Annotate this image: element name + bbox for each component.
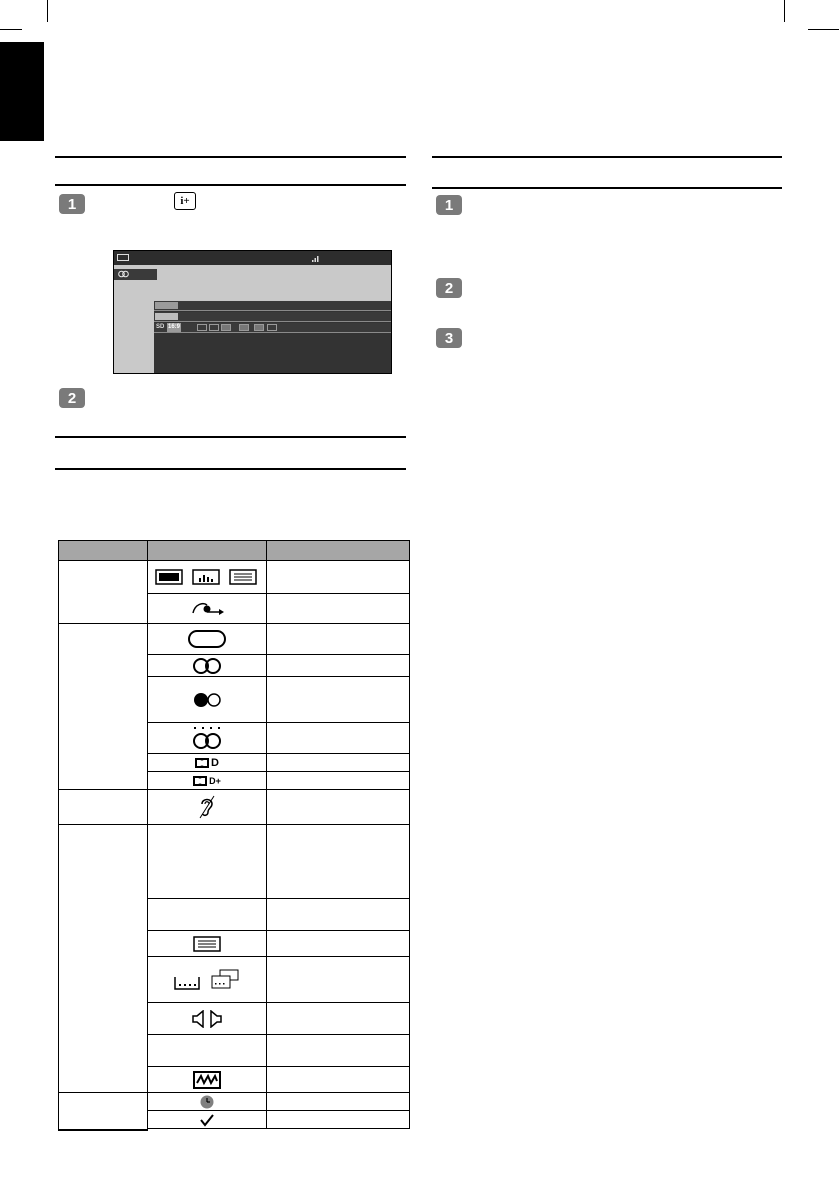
- step-badge-2: 2: [59, 388, 85, 408]
- info-banner-screenshot: [113, 250, 392, 374]
- tv-radio-text-mode-icons: [148, 561, 266, 593]
- status-slot: [221, 324, 231, 331]
- speaker-icon: [148, 1003, 266, 1034]
- dolby-dplus-label: D+: [209, 775, 221, 786]
- teletext-icon: [148, 931, 266, 956]
- aspect-ratio-label: 16:9: [168, 324, 181, 330]
- crop-mark-top-left: [47, 0, 48, 22]
- stereo-audio-indicator: [114, 269, 157, 280]
- table-header: [58, 540, 409, 560]
- osd-row-status: [154, 323, 392, 333]
- icon-reference-table: [58, 540, 410, 1130]
- info-plus-key-icon: i+: [174, 192, 196, 210]
- section-rule: [55, 468, 406, 470]
- checkmark-icon: [148, 1111, 266, 1128]
- section-rule: [55, 156, 406, 158]
- signal-strength-icon: [312, 254, 320, 262]
- banner-top-bar: [114, 251, 391, 265]
- dolby-digital-icon: [148, 754, 266, 771]
- speaker-icon: [209, 324, 219, 331]
- scrambled-icon: [148, 594, 266, 623]
- crop-mark-left: [0, 29, 22, 30]
- step-badge-3: 3: [436, 328, 462, 348]
- dual-mono-icon: [148, 677, 266, 722]
- dolby-digital-plus-icon: [148, 772, 266, 789]
- stereo-icon: [148, 655, 266, 676]
- subtitle-icons: [148, 957, 266, 1002]
- waveform-icon: [148, 1067, 266, 1092]
- step-badge-2: 2: [436, 278, 462, 298]
- step-badge-1: 1: [59, 194, 85, 214]
- section-rule: [55, 184, 406, 186]
- osd-row-2: [154, 312, 392, 322]
- dolby-d-label: D: [211, 756, 219, 769]
- tv-icon: [117, 254, 129, 261]
- multichannel-icon: [148, 723, 266, 753]
- hard-of-hearing-icon: [148, 790, 266, 824]
- clock-icon: [148, 1093, 266, 1110]
- osd-row-1: [154, 301, 392, 311]
- side-tab: [0, 42, 44, 141]
- status-slot: [239, 324, 249, 331]
- mono-icon: [148, 624, 266, 654]
- audio-description-icon: [267, 324, 277, 331]
- section-rule: [55, 436, 406, 438]
- section-rule: [432, 156, 782, 158]
- sd-label: SD: [156, 324, 165, 330]
- section-rule: [432, 187, 782, 189]
- subtitle-icon: [197, 324, 207, 331]
- stereo-audio-icon: [118, 270, 130, 278]
- crop-mark-top-right: [784, 0, 785, 22]
- step-badge-1: 1: [436, 195, 462, 215]
- status-slot: [254, 324, 264, 331]
- crop-mark-right: [808, 29, 839, 30]
